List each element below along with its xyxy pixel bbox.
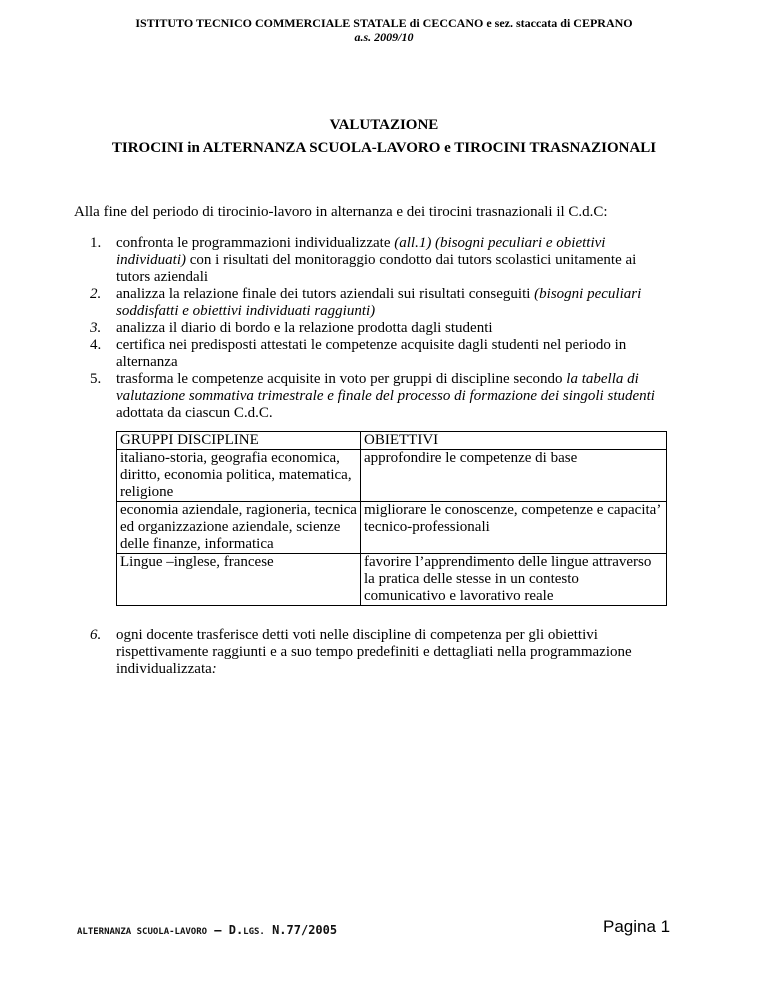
item-text: trasforma le competenze acquisite in voto per gruppi di discipline secondo (116, 371, 567, 387)
column-header: OBIETTIVI (361, 432, 667, 450)
document-header (0, 16, 768, 44)
item-text: analizza la relazione finale dei tutors aziendali sui risultati conseguiti (116, 286, 535, 302)
item-number: 6. (90, 627, 102, 643)
table-header-row (117, 432, 667, 450)
item-italic: : (211, 661, 217, 677)
list-item (74, 235, 664, 286)
item-text: adottata da ciascun C.d.C. (116, 405, 273, 421)
item-italic: (all.1) (bisogni peculiari e obiettivi individuati) (116, 235, 606, 268)
item-number: 3. (90, 320, 102, 336)
table-cell: economia aziendale, ragioneria, tecnica ed organizzazione aziendale, scienze delle finanze, informatica (117, 502, 361, 554)
list-item (74, 320, 664, 337)
list-item (74, 371, 664, 422)
item-italic: la tabella di valutazione sommativa trimestrale e finale del processo di formazione dei singoli studenti (116, 371, 655, 404)
item-number: 4. (90, 337, 102, 353)
item-text: confronta le programmazioni individualizzate (116, 235, 395, 251)
footer-text: – D. (207, 923, 244, 937)
item-number: 2. (90, 286, 102, 302)
item-text: certifica nei predisposti attestati le competenze acquisite dagli studenti nel periodo in alternanza (116, 337, 627, 370)
table-row (117, 450, 667, 502)
intro-paragraph: Alla fine del periodo di tirocinio-lavoro in alternanza e dei tirocini trasnazionali il C.d.C: (74, 204, 608, 220)
table-cell: approfondire le competenze di base (361, 450, 667, 502)
table-row (117, 502, 667, 554)
table-cell: Lingue –inglese, francese (117, 554, 361, 606)
list-item (74, 627, 664, 678)
numbered-list (74, 235, 664, 422)
list-item (74, 337, 664, 371)
item-italic: (bisogni peculiari soddisfatti e obiettivi individuati raggiunti) (116, 286, 642, 319)
table-cell: italiano-storia, geografia economica, diritto, economia politica, matematica, religione (117, 450, 361, 502)
item-number: 1. (90, 235, 102, 251)
table-cell: favorire l’apprendimento delle lingue attraverso la pratica delle stesse in un contesto comunicativo e lavorativo reale (361, 554, 667, 606)
table-row (117, 554, 667, 606)
column-header: GRUPPI DISCIPLINE (117, 432, 361, 450)
list-item (74, 286, 664, 320)
page-number: Pagina 1 (603, 917, 671, 936)
footer-reference (77, 923, 337, 937)
doc-subtitle: TIROCINI in ALTERNANZA SCUOLA-LAVORO e TIROCINI TRASNAZIONALI (111, 140, 657, 156)
table-cell: migliorare le conoscenze, competenze e capacita’ tecnico-professionali (361, 502, 667, 554)
doc-title: VALUTAZIONE (329, 117, 439, 133)
item-text: analizza il diario di bordo e la relazione prodotta dagli studenti (116, 320, 493, 336)
school-year: a.s. 2009/10 (354, 30, 414, 44)
school-name: ISTITUTO TECNICO COMMERCIALE STATALE di CECCANO e sez. staccata di CEPRANO (135, 16, 633, 30)
footer-text: N.77/2005 (264, 923, 338, 937)
numbered-list-continued (74, 627, 664, 678)
item-number: 5. (90, 371, 102, 387)
footer-text: LGS. (243, 927, 265, 937)
disciplines-table (116, 431, 667, 606)
footer-text: ALTERNANZA SCUOLA-LAVORO (77, 927, 208, 937)
item-text: ogni docente trasferisce detti voti nelle discipline di competenza per gli obiettivi rispettivamente raggiunti e a suo tempo predefiniti e dettagliati nella programmazione individualizzata (116, 627, 632, 677)
item-text: con i risultati del monitoraggio condotto dai tutors scolastici unitamente ai tutors aziendali (116, 252, 637, 285)
